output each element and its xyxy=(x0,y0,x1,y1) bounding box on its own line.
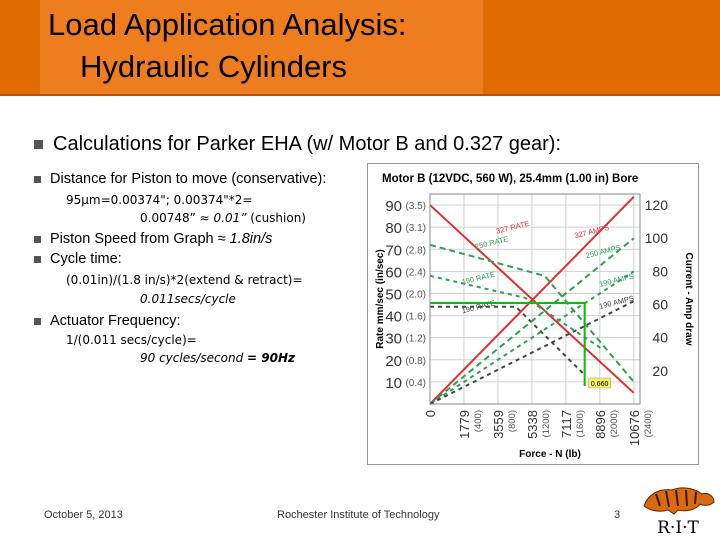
y-tick-label: 50 xyxy=(385,286,402,304)
bullet-square-icon xyxy=(34,318,41,325)
x-tick-sublabel: (2000) xyxy=(608,410,620,438)
x-tick-sublabel: (2400) xyxy=(642,410,654,438)
freq-line-2 xyxy=(140,351,295,365)
x-tick-label: 5338 xyxy=(524,410,540,439)
series-line xyxy=(430,307,583,373)
y-tick-label: 70 xyxy=(385,242,402,260)
tiger-icon xyxy=(638,476,718,538)
x-tick-label: 1779 xyxy=(456,410,472,439)
y-tick-sublabel: (0.4) xyxy=(405,377,426,389)
distance-result: 0.01” xyxy=(213,211,247,225)
y-tick-sublabel: (1.2) xyxy=(405,333,426,345)
y-tick-sublabel: (0.8) xyxy=(405,355,426,367)
cycle-line-1: (0.01in)/(1.8 in/s)*2(extend & retract)= xyxy=(66,273,303,287)
series-label: 327 RATE xyxy=(495,218,531,236)
y2-tick-label: 100 xyxy=(644,230,668,247)
y-tick-label: 20 xyxy=(385,352,402,370)
bullet-cycle xyxy=(34,251,122,267)
rit-logo xyxy=(638,476,718,538)
marker-label: 0.660 xyxy=(590,381,609,388)
logo-text: R·I·T xyxy=(657,518,699,538)
bullet-frequency-text: Actuator Frequency: xyxy=(50,313,181,329)
y2-tick-label: 60 xyxy=(652,296,668,313)
footer-date: October 5, 2013 xyxy=(44,509,123,521)
x-tick-sublabel: (1600) xyxy=(574,410,586,438)
series-label: 250 AMPS xyxy=(584,242,622,261)
series-label: 190 RATE xyxy=(460,298,496,316)
y-tick-sublabel: (2.8) xyxy=(405,245,426,257)
distance-line-2 xyxy=(140,211,306,225)
bullet-square-icon xyxy=(34,176,41,183)
bullet-cycle-text: Cycle time: xyxy=(50,251,122,267)
bullet-frequency xyxy=(34,313,181,329)
x-tick-label: 8896 xyxy=(592,410,608,439)
series-label: 190 RATE xyxy=(460,269,496,287)
bullet-square-icon xyxy=(34,256,41,263)
slide-title xyxy=(40,4,483,88)
bullet-speed xyxy=(34,231,272,247)
footer-org: Rochester Institute of Technology xyxy=(277,509,440,521)
y2-axis-title: Current - Amp draw xyxy=(683,252,694,346)
footer-page-number: 3 xyxy=(614,509,621,521)
y-tick-label: 90 xyxy=(385,198,402,216)
freq-line-1: 1/(0.011 secs/cycle)= xyxy=(66,333,197,347)
bullet-speed-text: Piston Speed from Graph xyxy=(50,231,218,247)
x-tick-sublabel: (1200) xyxy=(540,410,552,438)
y-tick-label: 60 xyxy=(385,264,402,282)
bullet-speed-value: ≈ 1.8in/s xyxy=(217,231,273,247)
series-label: 190 AMPS xyxy=(598,271,635,289)
motor-chart xyxy=(367,163,699,465)
x-tick-label: 3559 xyxy=(490,410,506,439)
freq-result: = 90Hz xyxy=(247,351,295,365)
x-tick-label: 0 xyxy=(423,410,438,418)
y-tick-sublabel: (2.0) xyxy=(405,289,426,301)
y2-tick-label: 80 xyxy=(652,263,668,280)
y-tick-sublabel: (1.6) xyxy=(405,311,426,323)
y2-tick-label: 40 xyxy=(652,329,668,346)
distance-approx: 0.00748” ≈ xyxy=(140,211,214,225)
bullet-square-icon xyxy=(34,236,41,243)
series-label: 190 AMPS xyxy=(598,293,635,311)
x-tick-sublabel: (400) xyxy=(472,410,484,433)
distance-note: (cushion) xyxy=(246,211,306,225)
distance-line-1: 95μm=0.00374"; 0.00374"*2= xyxy=(66,193,253,207)
y-tick-label: 30 xyxy=(385,330,402,348)
y2-tick-label: 20 xyxy=(652,362,668,379)
chart-title: Motor B (12VDC, 560 W), 25.4mm (1.00 in) Bore xyxy=(382,173,639,185)
y-axis-title: Rate mm/sec (in/sec) xyxy=(375,249,386,349)
title-line-1: Load Application Analysis: xyxy=(48,7,407,42)
freq-value: 90 cycles/second xyxy=(140,351,248,365)
y-tick-label: 80 xyxy=(385,220,402,238)
y-tick-sublabel: (2.4) xyxy=(405,267,426,279)
main-bullet xyxy=(34,133,561,156)
y-tick-label: 40 xyxy=(385,308,402,326)
bullet-distance xyxy=(34,171,326,187)
title-box xyxy=(40,0,483,94)
plot-area xyxy=(375,194,694,460)
bullet-distance-text: Distance for Piston to move (conservative): xyxy=(50,171,327,187)
bullet-square-icon xyxy=(34,140,43,149)
y2-tick-label: 120 xyxy=(644,197,668,214)
series-label: 250 RATE xyxy=(474,234,510,252)
x-tick-sublabel: (800) xyxy=(506,410,518,433)
x-tick-label: 7117 xyxy=(558,410,574,438)
main-bullet-text: Calculations for Parker EHA (w/ Motor B and 0.327 gear): xyxy=(53,133,562,155)
cycle-line-2: 0.011secs/cycle xyxy=(140,292,236,306)
title-line-2: Hydraulic Cylinders xyxy=(80,49,348,84)
y-tick-sublabel: (3.5) xyxy=(405,201,426,213)
y-tick-sublabel: (3.1) xyxy=(405,223,426,235)
x-tick-label: 10676 xyxy=(626,410,642,447)
x-axis-title: Force - N (lb) xyxy=(519,449,581,460)
motor-chart-svg xyxy=(368,164,698,464)
series-label: 327 AMPS xyxy=(573,222,610,241)
y-tick-label: 10 xyxy=(385,374,402,392)
